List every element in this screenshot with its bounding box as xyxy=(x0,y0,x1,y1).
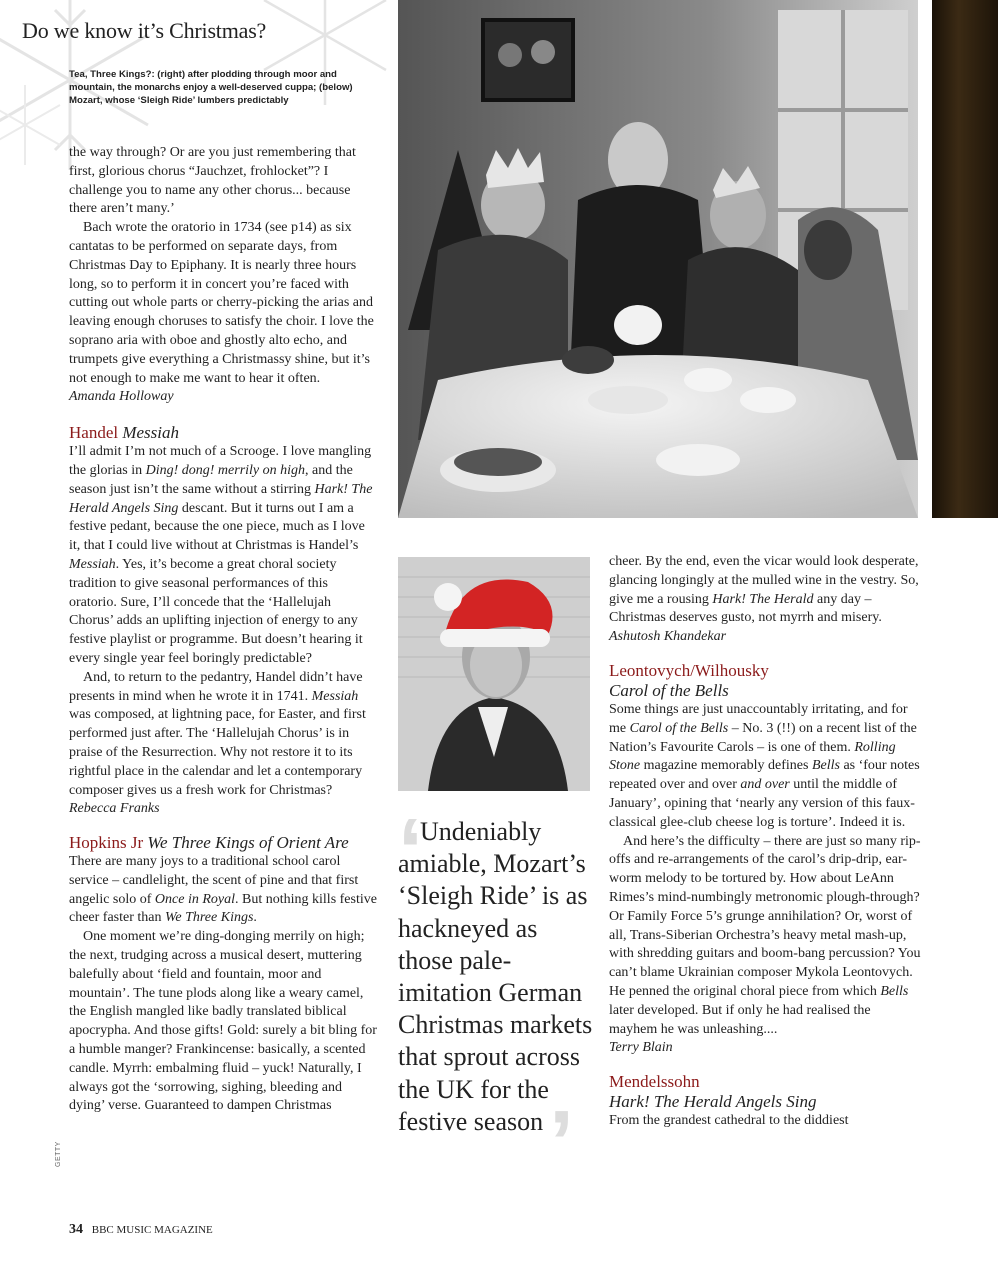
leontovych-heading xyxy=(609,661,921,681)
leontovych-composer: Leontovych/Wilhousky xyxy=(609,660,769,680)
bach-continued: the way through? Or are you just remembering that first, glorious chorus “Jauchzet, frohlocket”? I challenge you to name any other chorus... because there aren’t many.’ xyxy=(69,145,356,217)
photo-caption: Tea, Three Kings?: (right) after plodding through moor and mountain, the monarchs enjoy a well-deserved cuppa; (below) Mozart, whose ‘Sleigh Ride’ lumbers predictably xyxy=(69,69,353,106)
handel-composer: Handel xyxy=(69,423,119,443)
mozart-portrait xyxy=(398,557,590,791)
leontovych-paragraph-2: And here’s the difficulty – there are just so many rip-offs and re-arrangements of the carol’s drip-drip, ear-worm melody to be tortured by. How about LeAnn Rimes’s mind-numbingly metronomic plough-through? Or Family Force 5’s grunge annihilation? Or, worst of all, Trans-Siberian Orchestra’s heavy metal mash-up, with shredding guitars and boom-bang percussion? You can’t blame Ukrainian composer Mykola Leontovych. He penned the original choral piece from which Bells later developed. But if only he had realised the mayhem he was unleashing.... xyxy=(609,833,921,1037)
handel-paragraph-1: I’ll admit I’m not much of a Scrooge. I love mangling the glorias in Ding! dong! merrily on high, and the season just isn’t the same without a stirring Hark! The Herald Angels Sing descant. But it turns out I am a festive pedant, because the one piece, much as I love it, that I could live without at Christmas is Handel’s Messiah. Yes, it’s become a great choral society tradition to give seasonal performances of this oratorio. Sure, I’ll concede that the ‘Hallelujah Chorus’ adds an uplifting injection of energy to any festive playlist or programme. But doesn’t hearing it every single year feel boringly predictable? xyxy=(69,444,373,666)
mozart-portrait-illustration xyxy=(398,557,590,791)
handel-heading xyxy=(69,423,377,443)
pull-quote xyxy=(398,801,594,1194)
page-title: Do we know it’s Christmas? xyxy=(22,18,267,43)
leontovych-byline: Terry Blain xyxy=(609,1040,673,1056)
mendelssohn-composer: Mendelssohn xyxy=(609,1072,700,1092)
hopkins-heading xyxy=(69,833,377,853)
leontovych-work: Carol of the Bells xyxy=(609,680,729,700)
page-number: 34 xyxy=(69,1222,83,1237)
photo-credit: GETTY xyxy=(55,1141,62,1167)
page-footer xyxy=(69,1222,213,1238)
hopkins-continued: cheer. By the end, even the vicar would look desperate, glancing longingly at the mulled wine in the vestry. So, give me a rousing Hark! The Herald any day – Christmas deserves gusto, not myrrh and misery. xyxy=(609,554,919,626)
photo-edge-strip xyxy=(932,0,998,518)
close-quote-icon: ’ xyxy=(548,1093,574,1194)
open-quote-icon: ‘ xyxy=(398,801,424,901)
hopkins-work: We Three Kings of Orient Are xyxy=(147,833,349,853)
right-column xyxy=(609,553,921,1131)
hopkins-paragraph-2: One moment we’re ding-donging merrily on high; the next, trudging across a musical desert, muttering balefully about ‘field and fountain, moor and mountain’. The tune plods along like a weary camel, the English mangled like badly translated biblical apocrypha. And those gifts! Gold: surely a bit bling for a humble manger? Frankincense: basically, a scented candle. Myrrh: embalming fluid – yuck! Naturally, I always got the ‘sorrowing, sighing, bleeding and dying’ verse. Guaranteed to dampen Christmas xyxy=(69,929,377,1114)
handel-byline: Rebecca Franks xyxy=(69,801,160,817)
three-kings-photo xyxy=(398,0,918,518)
three-kings-photo-illustration xyxy=(398,0,918,518)
bach-paragraph: Bach wrote the oratorio in 1734 (see p14) as six cantatas to be performed on separate days, from Christmas Day to Epiphany. It is nearly three hours long, so to perform it in concert you’re faced with cutting out whole parts or cherry-picking the arias and leaving enough choruses to satisfy the choir. I love the soprano aria with oboe and ghostly alto echo, and trumpets give everything a Christmassy shine, but it’s not enough to make me want to hear it often. xyxy=(69,220,374,386)
hopkins-paragraph-1: There are many joys to a traditional school carol service – candlelight, the scent of pine and that first angelic solo of Once in Royal. But nothing kills festive cheer faster than We Three Kings. xyxy=(69,854,377,926)
handel-paragraph-2: And, to return to the pedantry, Handel didn’t have presents in mind when he wrote it in 1741. Messiah was composed, at lightning pace, for Easter, and first performed just after. The ‘Hallelujah Chorus’ is in praise of the Resurrection. Why not restore it to its rightful place in the calendar and let a contemporary composer gives us a fresh work for Christmas? xyxy=(69,669,366,798)
magazine-name: BBC MUSIC MAGAZINE xyxy=(91,1224,213,1236)
handel-work: Messiah xyxy=(122,423,180,443)
snowflake-decoration-mid xyxy=(0,80,70,170)
bach-byline: Amanda Holloway xyxy=(69,389,174,405)
leontovych-paragraph-1: Some things are just unaccountably irritating, and for me Carol of the Bells – No. 3 (!!) on a recent list of the Nation’s Favourite Carols – is one of them. Rolling Stone magazine memorably defines Bells as ‘four notes repeated over and over and over until the middle of January’, opining that ‘nearly any version of this faux-classical glee-club cheese log is torture’. Indeed it is. xyxy=(609,701,920,830)
hopkins-composer: Hopkins Jr xyxy=(69,833,144,853)
left-column xyxy=(69,144,377,1116)
hopkins-byline: Ashutosh Khandekar xyxy=(609,629,727,645)
mendelssohn-paragraph: From the grandest cathedral to the diddiest xyxy=(609,1113,849,1129)
mendelssohn-heading xyxy=(609,1072,921,1092)
pull-quote-text: Undeniably amiable, Mozart’s ‘Sleigh Ride’ is as hackneyed as those pale-imitation German Christmas markets that sprout across the UK for the festive season xyxy=(398,817,593,1136)
mendelssohn-work: Hark! The Herald Angels Sing xyxy=(609,1092,817,1112)
